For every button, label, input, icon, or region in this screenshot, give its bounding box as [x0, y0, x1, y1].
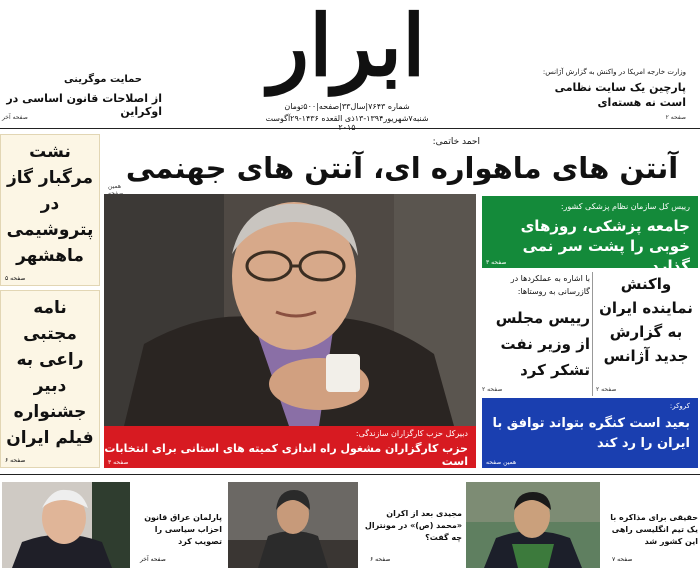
portrait-photo: [104, 194, 476, 426]
top-right-page-ref: صفحه ۲: [665, 114, 686, 121]
medical-story-kicker: رییس کل سازمان نظام پزشکی کشور:: [560, 202, 690, 211]
photo-caption-box[interactable]: [104, 426, 476, 468]
newspaper-logo: ابرار: [268, 0, 426, 95]
left-story-letter[interactable]: [0, 290, 100, 468]
iraq-speaker-thumbnail: [2, 482, 130, 568]
iraq-parliament-photo[interactable]: [2, 482, 130, 568]
left-story-letter-page-ref: صفحه ۶: [5, 457, 26, 464]
left-story-gas-leak[interactable]: [0, 134, 100, 286]
congress-story-kicker: کروکر:: [669, 402, 690, 410]
majidi-page-ref: صفحه ۶: [370, 556, 391, 563]
issue-info: شماره ۷۶۴۳|سال۳۳|صفحه|۵۰۰تومان: [284, 102, 410, 111]
left-story-letter-title: نامه مجتبی راعی به دبیر جشنواره فیلم ایران: [6, 298, 94, 448]
column-divider: [592, 272, 593, 396]
top-right-headline[interactable]: پارچین یک سایت نظامی است نه هسته‌ای: [554, 81, 686, 109]
left-story-gas-leak-page-ref: صفحه ۵: [5, 275, 26, 282]
caption-headline: حزب کارگزاران مشغول راه اندازی کمیته های استانی برای انتخابات است: [104, 442, 468, 468]
iaea-story-title[interactable]: واکنش نماینده ایران به گزارش جدید آژانس: [599, 275, 693, 365]
parliament-story-title[interactable]: رییس مجلس از وزیر نفت تشکر کرد: [495, 309, 590, 379]
top-left-page-ref: صفحه آخر: [2, 114, 28, 121]
majidi-thumbnail: [228, 482, 358, 568]
left-story-gas-leak-title: نشت مرگبار گاز در پتروشیمی ماهشهر: [6, 142, 94, 266]
haghighi-title[interactable]: حقیقی برای مذاکره با یک تیم انگلیسی راهی این کشور شد: [610, 513, 698, 546]
bottom-divider: [0, 474, 700, 475]
headline-kicker: احمد خاتمی:: [432, 137, 480, 147]
iraq-parliament-page-ref: صفحه آخر: [140, 556, 166, 563]
congress-story-box[interactable]: [482, 398, 698, 468]
medical-story-title: جامعه پزشکی، روزهای خوبی را پشت سر نمی گذارد: [520, 217, 690, 275]
majidi-title[interactable]: مجیدی بعد از اکران «محمد (ص)» در مونترال چه گفت؟: [364, 509, 462, 542]
haghighi-thumbnail: [466, 482, 600, 568]
iraq-parliament-title[interactable]: پارلمان عراق قانون احزاب سیاسی را تصویب کرد: [144, 513, 222, 546]
top-left-kicker: حمایت موگرینی: [64, 74, 142, 85]
medical-story-box[interactable]: [482, 196, 698, 275]
parliament-story-page-ref: صفحه ۲: [482, 386, 503, 393]
congress-story-title: بعید است کنگره بتواند توافق با ایران را رد کند: [492, 416, 690, 451]
caption-kicker: دبیرکل حزب کارگزاران سازندگی:: [355, 429, 468, 438]
medical-story-page-ref: صفحه ۳: [486, 259, 507, 266]
caption-page-ref: صفحه ۳: [108, 459, 129, 466]
masthead-divider: [0, 128, 700, 129]
haghighi-page-ref: صفحه ۷: [612, 556, 633, 563]
congress-story-page-ref: همین صفحه: [486, 459, 517, 466]
top-left-headline[interactable]: از اصلاحات قانون اساسی در اوکراین: [6, 92, 162, 118]
headline-page-ref: همین: [108, 183, 122, 190]
top-right-kicker: وزارت خارجه امریکا در واکنش به گزارش آژانس:: [542, 68, 686, 76]
iaea-story-page-ref: صفحه ۲: [596, 386, 617, 393]
parliament-story-kicker: با اشاره به عملکردها در گازرسانی به روستاها:: [510, 274, 590, 296]
majidi-photo[interactable]: [228, 482, 358, 568]
issue-date: شنبه۷شهریور۱۳۹۴-۱۳ذی القعده ۱۴۳۶-۲۹آگوست: [265, 114, 429, 123]
main-headline[interactable]: آنتن های ماهواره ای، آنتن های جهنمی: [125, 151, 679, 185]
main-photo[interactable]: [104, 194, 476, 426]
haghighi-photo[interactable]: [466, 482, 600, 568]
